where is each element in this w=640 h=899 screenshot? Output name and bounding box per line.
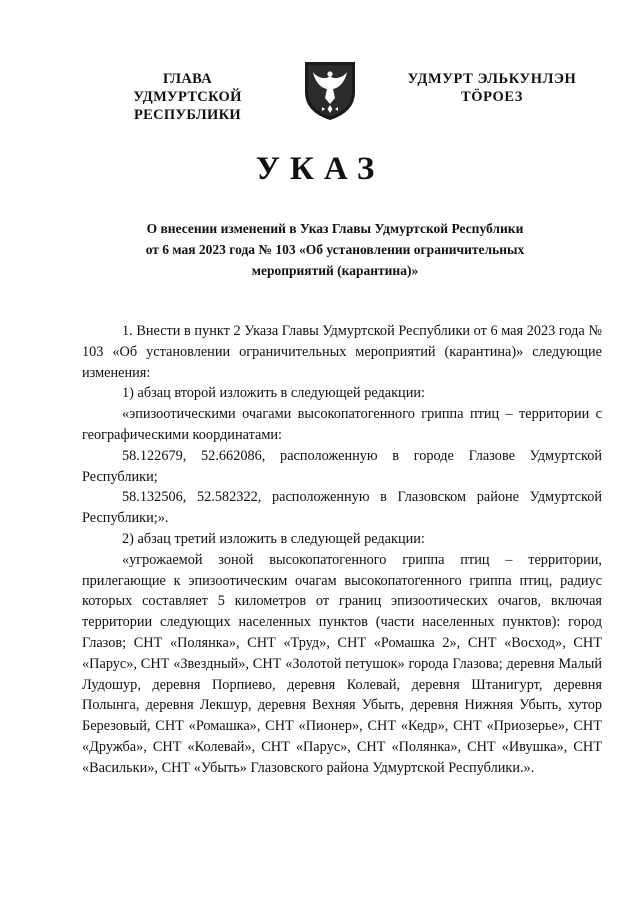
document-title: УКАЗ <box>255 151 385 187</box>
subject-line-1: О внесении изменений в Указ Главы Удмуртской Республики <box>146 221 524 236</box>
document-header <box>0 60 640 130</box>
subject-line-3: мероприятий (карантина)» <box>251 263 419 278</box>
paragraph-subitem-1: 1) абзац второй изложить в следующей редакции: <box>122 385 425 402</box>
paragraph-threatened-zone: «угрожаемой зоной высокопатогенного гриппа птиц – территории, прилегающие к эпизоотическим очагам высокопатогенного гриппа птиц, радиус которых составляет 5 километров от границ эпизоотических очагов, включая территории следующих населенных пунктов (части населенных пунктов): город Глазов; СНТ «Полянка», СНТ «Труд», СНТ «Ромашка 2», СНТ «Восход», СНТ «Парус», СНТ «Звездный», СНТ «Золотой петушок» города Глазова; деревня Малый Лудошур, деревня Порпиево, деревня Колевай, деревня Штанигурт, деревня Полынга, деревня Лекшур, деревня Вехняя Убыть, деревня Нижняя Убыть, хутор Березовый, СНТ «Ромашка», СНТ «Пионер», СНТ «Кедр», СНТ «Приозерье», СНТ «Дружба», СНТ «Колевай», СНТ «Парус», СНТ «Полянка», СНТ «Ивушка», СНТ «Васильки», СНТ «Убыть» Глазовского района Удмуртской Республики.». <box>82 551 602 776</box>
issuer-line-2: УДМУРТСКОЙ РЕСПУБЛИКИ <box>133 89 242 123</box>
document-body <box>82 321 602 779</box>
issuer-title-russian <box>80 70 295 124</box>
issuer-udm-line-2: ТӦРОЕЗ <box>460 89 524 105</box>
document-subject <box>110 218 560 281</box>
paragraph-subitem-2: 2) абзац третий изложить в следующей редакции: <box>122 530 425 547</box>
paragraph-coordinates-glazov-city: 58.122679, 52.662086, расположенную в городе Глазове Удмуртской Республики; <box>82 447 602 485</box>
subject-line-2: от 6 мая 2023 года № 103 «Об установлении ограничительных <box>145 242 525 257</box>
coat-of-arms-icon <box>299 58 361 122</box>
issuer-title-udmurt <box>392 70 592 106</box>
issuer-line-1: ГЛАВА <box>162 71 213 87</box>
paragraph-epizootic-foci: «эпизоотическими очагами высокопатогенного гриппа птиц – территории с географическими координатами: <box>82 406 602 443</box>
paragraph-coordinates-glazov-district: 58.132506, 52.582322, расположенную в Глазовском районе Удмуртской Республики;». <box>82 489 602 527</box>
paragraph-item-1: 1. Внести в пункт 2 Указа Главы Удмуртской Республики от 6 мая 2023 года № 103 «Об установлении ограничительных мероприятий (карантина)» следующие изменения: <box>82 323 602 381</box>
issuer-udm-line-1: УДМУРТ ЭЛЬКУНЛЭН <box>407 71 577 87</box>
